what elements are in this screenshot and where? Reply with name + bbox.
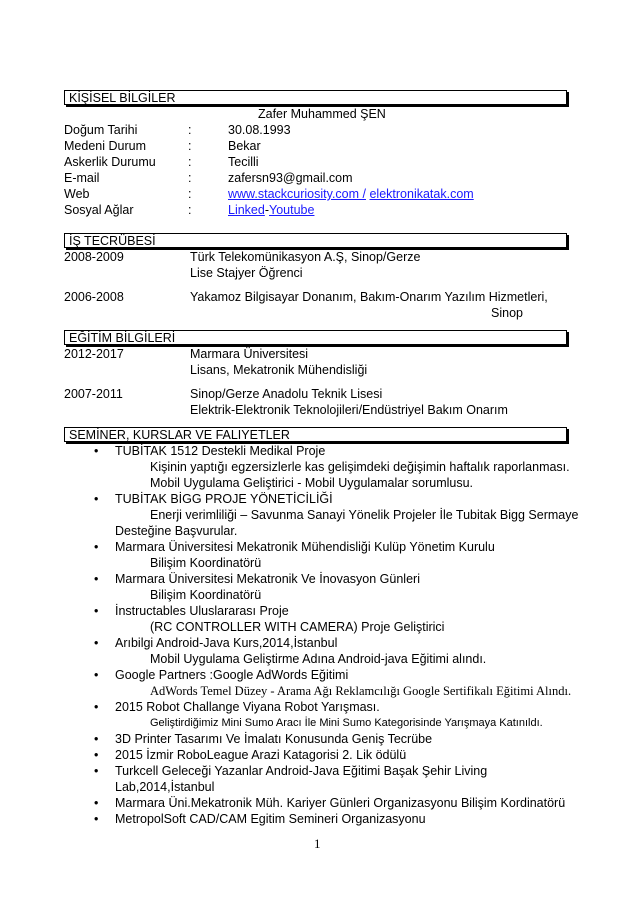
experience-line: Lise Stajyer Öğrenci <box>190 266 303 280</box>
social-link-linkedin[interactable]: Linked <box>228 203 265 217</box>
education-line: Elektrik-Elektronik Teknolojileri/Endüstriyel Bakım Onarım <box>190 403 508 417</box>
experience-line: Türk Telekomünikasyon A.Ş, Sinop/Gerze <box>190 250 421 264</box>
list-item: Marmara Üniversitesi Mekatronik Ve İnovasyon Günleri <box>115 572 420 586</box>
separator: : <box>188 203 192 217</box>
bullet-icon: • <box>94 668 99 682</box>
section-header-seminars: SEMİNER, KURSLAR VE FALIYETLER <box>64 427 567 442</box>
experience-line: Sinop <box>491 306 523 320</box>
list-item: TUBİTAK BİGG PROJE YÖNETİCİLİĞİ <box>115 492 333 506</box>
bullet-icon: • <box>94 636 99 650</box>
web-link-stackcuriosity[interactable]: www.stackcuriosity.com / <box>228 187 366 201</box>
value-military: Tecilli <box>228 155 259 169</box>
list-item: Marmara Üniversitesi Mekatronik Mühendisliği Kulüp Yönetim Kurulu <box>115 540 495 554</box>
list-item: TUBİTAK 1512 Destekli Medikal Proje <box>115 444 326 458</box>
list-item-detail: Geliştirdiğimiz Mini Sumo Aracı İle Mini Sumo Kategorisinde Yarışmaya Katınıldı. <box>150 717 543 729</box>
bullet-icon: • <box>94 796 99 810</box>
list-item: 2015 İzmir RoboLeague Arazi Katagorisi 2. Lik ödülü <box>115 748 407 762</box>
list-item-detail: Bilişim Koordinatörü <box>150 556 262 570</box>
bullet-icon: • <box>94 492 99 506</box>
list-item-detail: (RC CONTROLLER WITH CAMERA) Proje Geliştirici <box>150 620 445 634</box>
value-birth-date: 30.08.1993 <box>228 123 291 137</box>
bullet-icon: • <box>94 444 99 458</box>
separator: : <box>188 171 192 185</box>
section-header-personal: KİŞİSEL BİLGİLER <box>64 90 567 105</box>
list-item: 2015 Robot Challange Viyana Robot Yarışması. <box>115 700 380 714</box>
web-link-elektronikatak[interactable]: elektronikatak.com <box>369 187 474 201</box>
experience-years: 2008-2009 <box>64 250 124 264</box>
bullet-icon: • <box>94 572 99 586</box>
list-item: Google Partners :Google AdWords Eğitimi <box>115 668 349 682</box>
bullet-icon: • <box>94 540 99 554</box>
full-name: Zafer Muhammed ŞEN <box>258 107 386 121</box>
label-email: E-mail <box>64 171 100 185</box>
list-item-detail: AdWords Temel Düzey - Arama Ağı Reklamcılığı Google Sertifikalı Eğitimi Alındı. <box>150 684 572 698</box>
bullet-icon: • <box>94 764 99 778</box>
label-military: Askerlik Durumu <box>64 155 156 169</box>
value-email: zafersn93@gmail.com <box>228 171 353 185</box>
bullet-icon: • <box>94 748 99 762</box>
label-social: Sosyal Ağlar <box>64 203 134 217</box>
list-item-detail: Mobil Uygulama Geliştirme Adına Android-java Eğitimi alındı. <box>150 652 487 666</box>
bullet-icon: • <box>94 732 99 746</box>
list-item-detail: Mobil Uygulama Geliştirici - Mobil Uygulamalar sorumlusu. <box>150 476 474 490</box>
social-links <box>228 203 314 218</box>
list-item-detail: Desteğine Başvurular. <box>115 524 238 538</box>
section-header-education: EĞİTİM BİLGİLERİ <box>64 330 567 345</box>
list-item-detail: Kişinin yaptığı egzersizlerle kas gelişimdeki değişimin haftalık raporlanması. <box>150 460 570 474</box>
separator: : <box>188 139 192 153</box>
education-line: Marmara Üniversitesi <box>190 347 309 361</box>
label-web: Web <box>64 187 90 201</box>
education-years: 2012-2017 <box>64 347 124 361</box>
list-item: İnstructables Uluslararası Proje <box>115 604 289 618</box>
separator: : <box>188 187 192 201</box>
section-header-experience: İŞ TECRÜBESİ <box>64 233 567 248</box>
bullet-icon: • <box>94 812 99 826</box>
list-item: MetropolSoft CAD/CAM Egitim Semineri Organizasyonu <box>115 812 426 826</box>
list-item: 3D Printer Tasarımı Ve İmalatı Konusunda Geniş Tecrübe <box>115 732 433 746</box>
value-marital-status: Bekar <box>228 139 261 153</box>
list-item: Arıbilgi Android-Java Kurs,2014,İstanbul <box>115 636 338 650</box>
experience-years: 2006-2008 <box>64 290 124 304</box>
bullet-icon: • <box>94 604 99 618</box>
education-years: 2007-2011 <box>64 387 123 401</box>
label-marital-status: Medeni Durum <box>64 139 146 153</box>
education-line: Lisans, Mekatronik Mühendisliği <box>190 363 368 377</box>
separator: : <box>188 123 192 137</box>
experience-line: Yakamoz Bilgisayar Donanım, Bakım-Onarım Yazılım Hizmetleri, <box>190 290 548 304</box>
list-item-detail: Enerji verimliliği – Savunma Sanayi Yönelik Projeler İle Tubitak Bigg Sermaye <box>150 508 579 522</box>
list-item: Marmara Üni.Mekatronik Müh. Kariyer Günleri Organizasyonu Bilişim Kordinatörü <box>115 796 566 810</box>
list-item: Turkcell Geleceği Yazanlar Android-Java Eğitimi Başak Şehir Living <box>115 764 488 778</box>
separator: : <box>188 155 192 169</box>
social-link-youtube[interactable]: Youtube <box>269 203 315 217</box>
label-birth-date: Doğum Tarihi <box>64 123 138 137</box>
social-dash: - <box>264 203 270 217</box>
list-item-detail: Bilişim Koordinatörü <box>150 588 262 602</box>
page-number: 1 <box>314 836 321 851</box>
list-item-detail: Lab,2014,İstanbul <box>115 780 215 794</box>
web-links <box>228 187 474 202</box>
education-line: Sinop/Gerze Anadolu Teknik Lisesi <box>190 387 383 401</box>
bullet-icon: • <box>94 700 99 714</box>
